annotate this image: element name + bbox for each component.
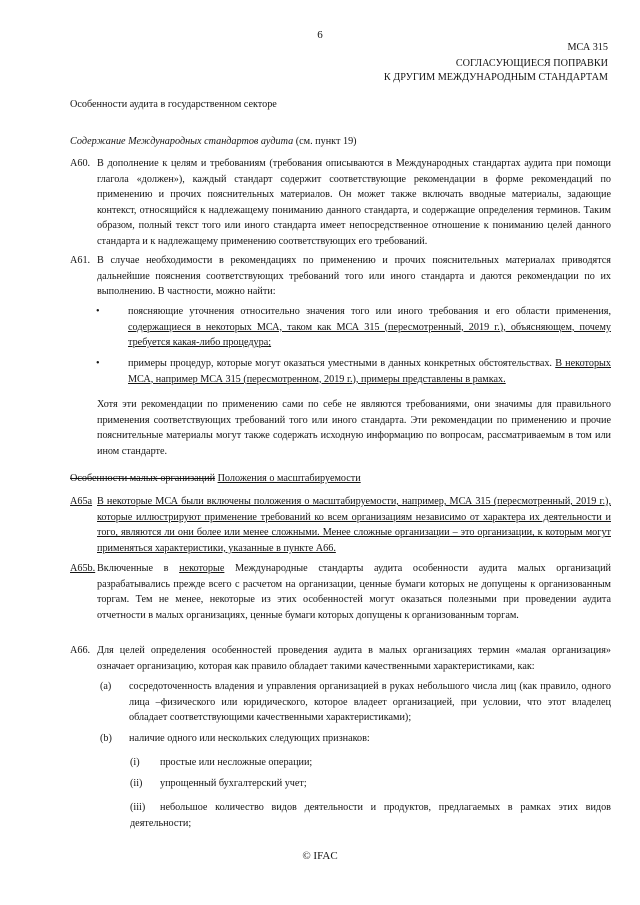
paragraph-label-a60: А60. bbox=[70, 158, 91, 169]
paragraph-a60: В дополнение к целям и требованиям (требования описываются в Международных стандартах аудита при помощи глагола «должен»), каждый стандарт содержит соответствующие рекомендации в форме рекомендаций по применению и прочих пояснительных материалов. Он может также включать вводные материалы, задающие контекст, относящийся к надлежащему пониманию данного стандарта, и содержащие определения терминов. Таким образом, полный текст того или иного стандарта имеет непосредственное отношение к пониманию целей данного стандарта и к надлежащему применению соответствующих его требований. bbox=[97, 158, 611, 247]
bullet-2-inserted-text: В некоторых МСА, например МСА 315 (пересмотренном, 2019 г.), примеры представлены в рамках. bbox=[128, 358, 611, 385]
paragraph-label-a65a: А65а bbox=[70, 496, 93, 507]
paragraph-label-a65b: А65b. bbox=[70, 563, 96, 574]
list-item-a: сосредоточенность владения и управления организацией в руках небольшого числа лиц (как правило, одного лица –физического или юридического, которое владеет организацией, при условии, что этот владелец обладает соответствующими качественными характеристиками); bbox=[129, 681, 611, 724]
sublist-item-i: простые или несложные операции; bbox=[160, 757, 313, 768]
list-item-label-a: (а) bbox=[100, 681, 112, 692]
sublist-item-ii: упрощенный бухгалтерский учет; bbox=[160, 778, 307, 789]
paragraph-a65b bbox=[97, 561, 611, 623]
scalability-heading bbox=[70, 471, 361, 487]
content-heading-ref: (см. пункт 19) bbox=[293, 136, 357, 147]
standard-code: МСА 315 bbox=[567, 42, 608, 53]
inserted-heading-text: Положения о масштабируемости bbox=[217, 473, 361, 484]
a65b-inserted-word: некоторые bbox=[179, 563, 225, 574]
bullet-item-2 bbox=[128, 356, 611, 387]
bullet-1-text: поясняющие уточнения относительно значения того или иного требования и его области применения, bbox=[128, 306, 611, 317]
list-item-b: наличие одного или нескольких следующих признаков: bbox=[129, 733, 370, 744]
bullet-item-1 bbox=[128, 304, 611, 351]
paragraph-label-a61: А61. bbox=[70, 255, 91, 266]
header-subtitle-1: СОГЛАСУЮЩИЕСЯ ПОПРАВКИ bbox=[455, 58, 608, 69]
sublist-item-label-iii: (iii) bbox=[130, 802, 146, 813]
paragraph-a65a: В некоторые МСА были включены положения о масштабируемости, например, МСА 315 (пересмотренный, 2019 г.), которые иллюстрируют применение требований ко всем организациям независимо от характера их деятельности и того, являются ли они более или менее сложными. Менее сложные организации – это организации, к которым могут применяться характеристики, указанные в пункте А66. bbox=[97, 496, 611, 554]
bullet-marker-2: • bbox=[96, 358, 100, 369]
a65b-lead: Включенные в bbox=[97, 563, 180, 574]
bullet-1-inserted-text: содержащиеся в некоторых МСА, таком как МСА 315 (пересмотренный, 2019 г.), объясняющем, почему требуется какая-либо процедура; bbox=[128, 321, 611, 349]
page-number: 6 bbox=[317, 29, 323, 41]
bullet-marker-1: • bbox=[96, 306, 100, 317]
content-heading bbox=[70, 134, 357, 150]
a65b-text: Международные стандарты аудита особенности аудита малых организаций разрабатывались прежде всего с расчетом на организации, ценные бумаги которых не допущены к организованным торгам. Тем не менее, некоторые из этих особенностей могут оказаться полезными при проведении аудита отчетности в малых организациях, ценные бумаги которых допущены к организованным торгам. bbox=[97, 563, 611, 621]
section-title: Особенности аудита в государственном секторе bbox=[70, 99, 277, 110]
header-subtitle-2: К ДРУГИМ МЕЖДУНАРОДНЫМ СТАНДАРТАМ bbox=[383, 72, 608, 83]
sublist-item-label-ii: (ii) bbox=[130, 778, 143, 789]
paragraph-a61: В случае необходимости в рекомендациях по применению и прочих пояснительных материалах приводятся дальнейшие пояснения соответствующих требований того или иного стандарта и даются рекомендации по их выполнению. В частности, можно найти: bbox=[97, 255, 611, 298]
paragraph-label-a66: А66. bbox=[70, 645, 91, 656]
deleted-heading-text: Особенности малых организаций bbox=[70, 473, 216, 484]
bullet-2-text: примеры процедур, которые могут оказаться уместными в данных конкретных обстоятельствах. bbox=[128, 358, 556, 369]
sublist-item-label-i: (i) bbox=[130, 757, 140, 768]
sublist-item-iii: небольшое количество видов деятельности и продуктов, предлагаемых в рамках этих видов деятельности; bbox=[130, 802, 611, 829]
content-heading-italic: Содержание Международных стандартов аудита bbox=[70, 136, 294, 147]
footer-copyright: © IFAC bbox=[302, 850, 338, 862]
paragraph-a61-closing: Хотя эти рекомендации по применению сами по себе не являются требованиями, они значимы для правильного применения соответствующих требований того или иного стандарта. Эти рекомендации по применению и прочие пояснительные материалы могут также содержать исходную информацию по вопросам, рассматриваемым в том или ином стандарте. bbox=[97, 399, 611, 457]
list-item-label-b: (b) bbox=[100, 733, 112, 744]
paragraph-a66: Для целей определения особенностей проведения аудита в малых организациях термин «малая организация» означает организацию, которая как правило обладает такими качественными характеристиками, как: bbox=[97, 645, 611, 672]
